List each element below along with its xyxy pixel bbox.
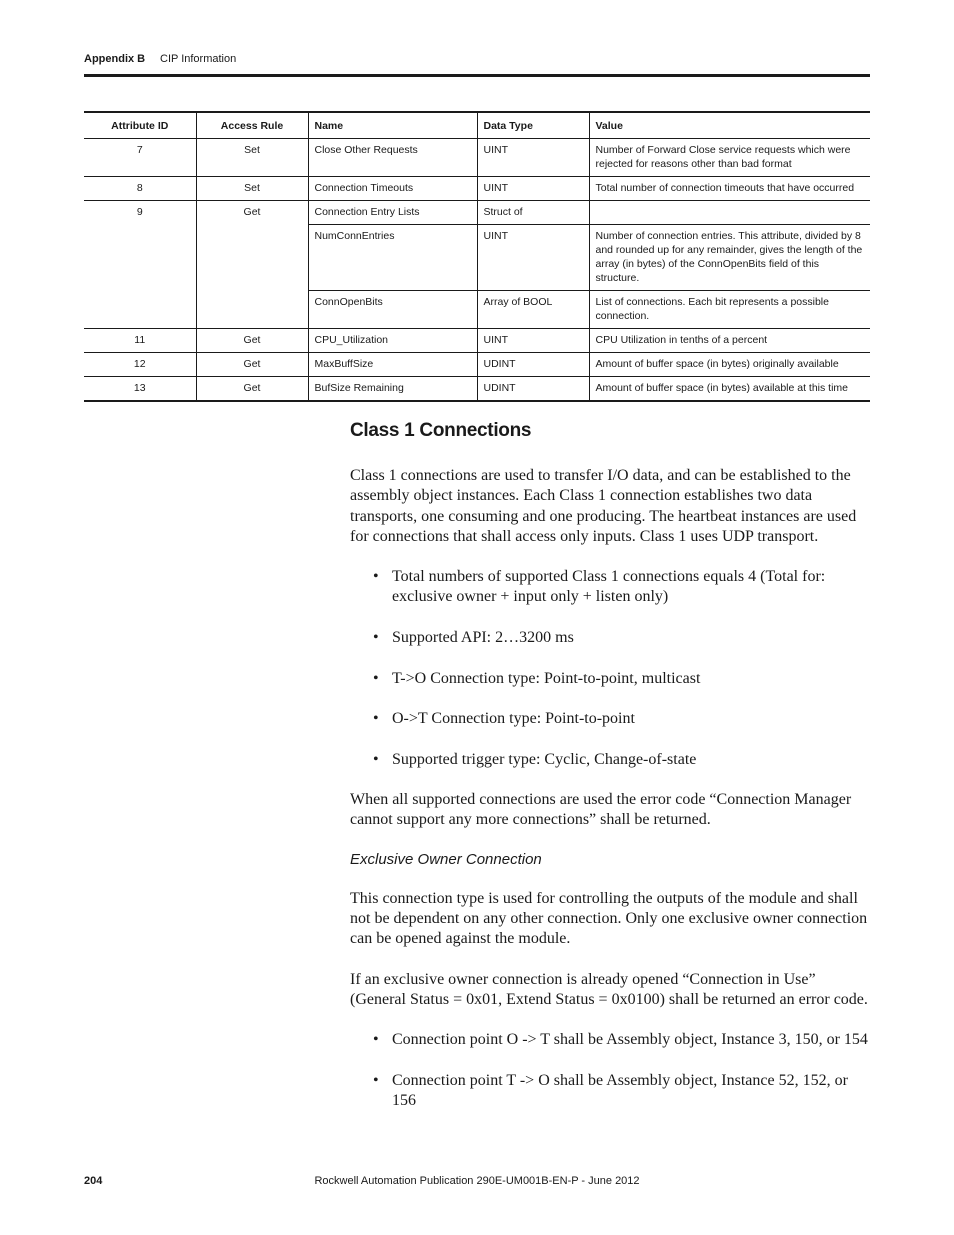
cell-access-rule: Get	[196, 353, 308, 377]
table-row	[84, 201, 870, 225]
cell-attribute-id: 11	[84, 329, 196, 353]
column-header-name: Name	[308, 112, 477, 139]
cell-data-type: UDINT	[477, 353, 589, 377]
column-header-value: Value	[589, 112, 870, 139]
cell-data-type: UINT	[477, 177, 589, 201]
cell-name: CPU_Utilization	[308, 329, 477, 353]
cell-attribute-id: 7	[84, 139, 196, 177]
list-item	[373, 669, 870, 689]
list-item-text: Connection point T -> O shall be Assembly object, Instance 52, 152, or 156	[392, 1071, 848, 1110]
page-header	[84, 52, 870, 77]
connections-used-paragraph: When all supported connections are used the error code “Connection Manager cannot support any more connections” shall be returned.	[350, 791, 852, 829]
cell-name: MaxBuffSize	[308, 353, 477, 377]
bullet-icon: •	[373, 568, 379, 586]
cell-data-type: UINT	[477, 225, 589, 291]
chapter-label: Appendix B	[84, 53, 146, 65]
list-item-text: Connection point O -> T shall be Assembly object, Instance 3, 150, or 154	[392, 1031, 868, 1049]
cell-attribute-id: 9	[84, 201, 196, 329]
list-item	[373, 628, 870, 648]
cell-name: ConnOpenBits	[308, 291, 477, 329]
table-row	[84, 139, 870, 177]
bullet-icon: •	[373, 710, 379, 728]
connection-in-use-paragraph: If an exclusive owner connection is already opened “Connection in Use” (General Status = 0x01, Extend Status = 0x0100) shall be returned an error code.	[350, 970, 868, 1008]
section-label: CIP Information	[160, 53, 237, 65]
cell-access-rule: Get	[196, 201, 308, 329]
cell-data-type: UINT	[477, 329, 589, 353]
bullet-icon: •	[373, 750, 379, 768]
cell-attribute-id: 13	[84, 377, 196, 402]
cell-value: List of connections. Each bit represents a possible connection.	[589, 291, 870, 329]
column-header-attribute-id: Attribute ID	[84, 112, 196, 139]
cell-access-rule: Get	[196, 329, 308, 353]
cell-attribute-id: 12	[84, 353, 196, 377]
list-item	[373, 709, 870, 729]
attribute-table	[84, 111, 870, 402]
list-item	[373, 1030, 870, 1050]
intro-paragraph: Class 1 connections are used to transfer I/O data, and can be established to the assembly object instances. Each Class 1 connection establishes two data transports, one consuming and one producing. The heartbeat instances are used for connections that shall access only inputs. Class 1 uses UDP transport.	[350, 467, 857, 545]
cell-name: BufSize Remaining	[308, 377, 477, 402]
list-item-text: Total numbers of supported Class 1 connections equals 4 (Total for: exclusive owner + input only + listen only)	[392, 568, 826, 606]
cell-value: Number of connection entries. This attribute, divided by 8 and rounded up for any remainder, gives the length of the array (in bytes) of the ConnOpenBits field of this structure.	[589, 225, 870, 291]
table-row	[84, 377, 870, 402]
cell-name: Connection Entry Lists	[308, 201, 477, 225]
cell-access-rule: Get	[196, 377, 308, 402]
list-item	[373, 1071, 870, 1112]
cell-attribute-id: 8	[84, 177, 196, 201]
column-header-data-type: Data Type	[477, 112, 589, 139]
list-item-text: Supported API: 2…3200 ms	[392, 629, 574, 647]
cell-value	[589, 201, 870, 225]
header-rule	[84, 74, 870, 77]
cell-value: Number of Forward Close service requests which were rejected for reasons other than bad format	[589, 139, 870, 177]
subsection-title: Exclusive Owner Connection	[350, 850, 542, 868]
list-item-text: Supported trigger type: Cyclic, Change-of-state	[392, 750, 697, 768]
cell-data-type: UDINT	[477, 377, 589, 402]
table-row	[84, 353, 870, 377]
cell-access-rule: Set	[196, 177, 308, 201]
bullet-icon: •	[373, 1071, 379, 1089]
connection-specs-list	[373, 567, 870, 770]
list-item	[373, 750, 870, 770]
cell-value: Amount of buffer space (in bytes) originally available	[589, 353, 870, 377]
section-title: Class 1 Connections	[350, 420, 532, 441]
bullet-icon: •	[373, 669, 379, 687]
cell-value: Total number of connection timeouts that have occurred	[589, 177, 870, 201]
publication-info: Rockwell Automation Publication 290E-UM001B-EN-P - June 2012	[314, 1175, 640, 1187]
cell-data-type: Struct of	[477, 201, 589, 225]
cell-value: CPU Utilization in tenths of a percent	[589, 329, 870, 353]
page-number: 204	[84, 1175, 103, 1187]
exclusive-owner-paragraph: This connection type is used for controlling the outputs of the module and shall not be dependent on any other connection. Only one exclusive owner connection can be opened against the module.	[350, 889, 868, 948]
main-content	[350, 420, 870, 1131]
cell-access-rule: Set	[196, 139, 308, 177]
table-row	[84, 329, 870, 353]
cell-data-type: UINT	[477, 139, 589, 177]
cell-value: Amount of buffer space (in bytes) available at this time	[589, 377, 870, 402]
table-header-row	[84, 112, 870, 139]
cell-name: NumConnEntries	[308, 225, 477, 291]
list-item-text: T->O Connection type: Point-to-point, multicast	[392, 669, 701, 687]
cell-name: Connection Timeouts	[308, 177, 477, 201]
bullet-icon: •	[373, 1031, 379, 1049]
bullet-icon: •	[373, 629, 379, 647]
list-item	[373, 567, 870, 608]
column-header-access-rule: Access Rule	[196, 112, 308, 139]
connection-points-list	[373, 1030, 870, 1111]
cell-data-type: Array of BOOL	[477, 291, 589, 329]
list-item-text: O->T Connection type: Point-to-point	[392, 710, 635, 728]
cell-name: Close Other Requests	[308, 139, 477, 177]
table-row	[84, 177, 870, 201]
